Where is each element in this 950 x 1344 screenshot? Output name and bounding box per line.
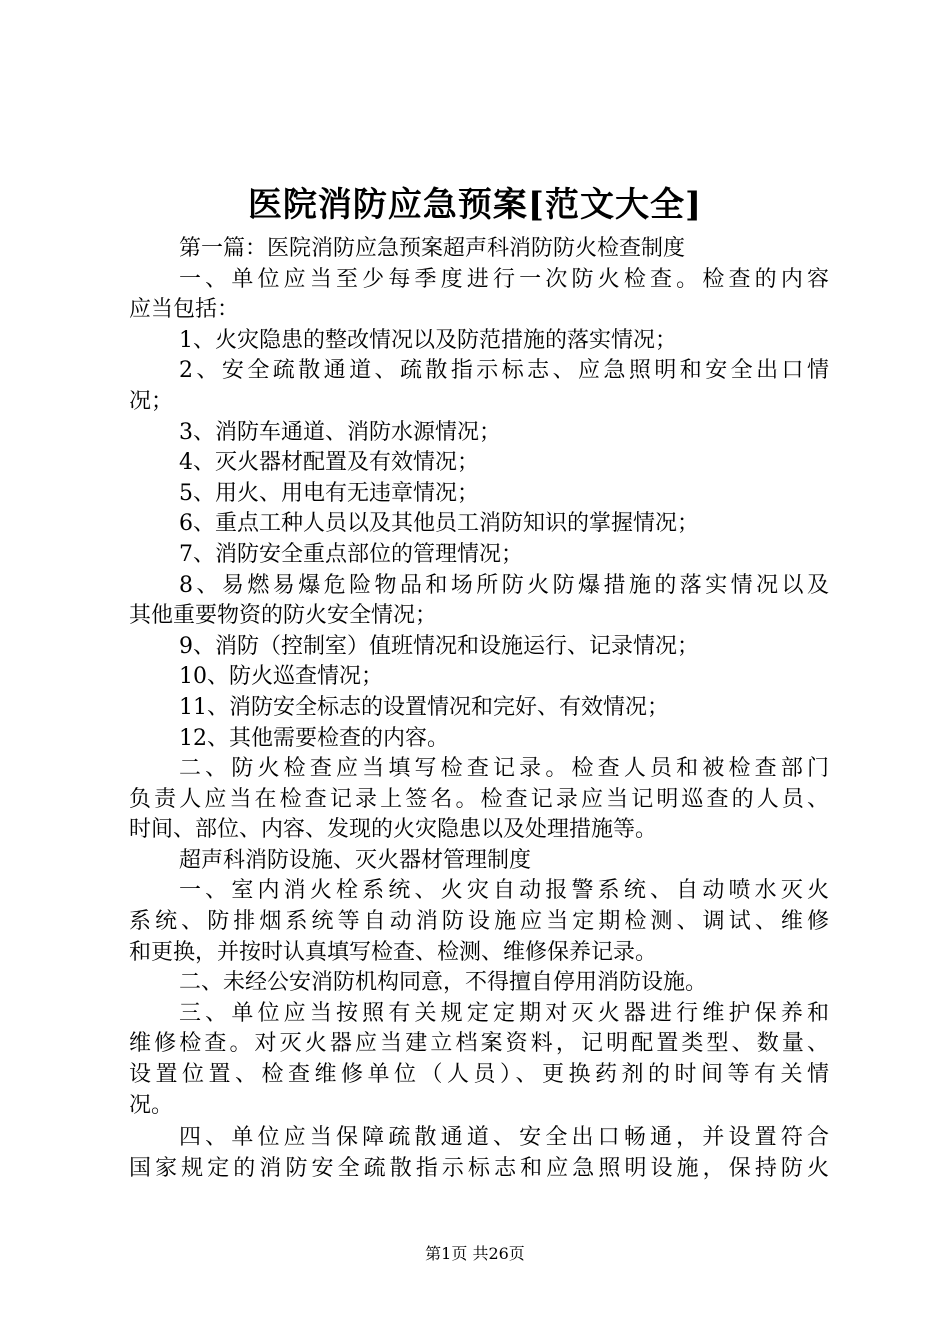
list-item-continuation: 况； <box>129 388 174 414</box>
list-item: 5、用火、用电有无违章情况； <box>179 480 479 506</box>
paragraph-line: 系统、防排烟系统等自动消防设施应当定期检测、调试、维修 <box>129 909 829 935</box>
list-item: 7、消防安全重点部位的管理情况； <box>179 541 523 567</box>
list-item: 9、消防（控制室）值班情况和设施运行、记录情况； <box>179 633 699 659</box>
list-item: 8、易燃易爆危险物品和场所防火防爆措施的落实情况以及 <box>179 572 829 598</box>
list-item: 1、火灾隐患的整改情况以及防范措施的落实情况； <box>179 327 677 353</box>
list-item: 6、重点工种人员以及其他员工消防知识的掌握情况； <box>179 511 699 537</box>
document-body <box>129 234 829 1184</box>
section-heading: 超声科消防设施、灭火器材管理制度 <box>179 847 532 873</box>
paragraph-line: 设置位置、检查维修单位（人员）、更换药剂的时间等有关情 <box>129 1062 829 1088</box>
paragraph-line: 四、单位应当保障疏散通道、安全出口畅通，并设置符合 <box>179 1125 829 1151</box>
paragraph-line: 况。 <box>129 1092 174 1118</box>
list-item: 11、消防安全标志的设置情况和完好、有效情况； <box>179 694 669 720</box>
list-item: 3、消防车通道、消防水源情况； <box>179 419 501 445</box>
paragraph-line: 二、未经公安消防机构同意，不得擅自停用消防设施。 <box>179 970 708 996</box>
paragraph-line: 和更换，并按时认真填写检查、检测、维修保养记录。 <box>129 939 658 965</box>
list-item-continuation: 其他重要物资的防火安全情况； <box>129 603 438 629</box>
paragraph-line: 时间、部位、内容、发现的火灾隐患以及处理措施等。 <box>129 817 658 843</box>
paragraph-line: 二、防火检查应当填写检查记录。检查人员和被检查部门 <box>179 756 829 782</box>
paragraph-line: 三、单位应当按照有关规定定期对灭火器进行维护保养和 <box>179 1000 829 1026</box>
document-title: 医院消防应急预案[范文大全] <box>247 185 703 225</box>
section-heading: 第一篇：医院消防应急预案超声科消防防火检查制度 <box>179 236 686 261</box>
list-item: 4、灭火器材配置及有效情况； <box>179 450 479 476</box>
list-item: 2、安全疏散通道、疏散指示标志、应急照明和安全出口情 <box>179 358 829 384</box>
paragraph-line: 一、单位应当至少每季度进行一次防火检查。检查的内容 <box>179 266 829 292</box>
paragraph-line: 负责人应当在检查记录上签名。检查记录应当记明巡查的人员、 <box>129 786 829 812</box>
paragraph-line: 一、室内消火栓系统、火灾自动报警系统、自动喷水灭火 <box>179 878 829 904</box>
list-item: 12、其他需要检查的内容。 <box>179 725 449 751</box>
paragraph-line: 国家规定的消防安全疏散指示标志和应急照明设施，保持防火 <box>129 1155 829 1181</box>
paragraph-line: 应当包括： <box>129 297 240 323</box>
paragraph-line: 维修检查。对灭火器应当建立档案资料，记明配置类型、数量、 <box>129 1031 829 1057</box>
page-number: 第1页 共26页 <box>425 1244 525 1263</box>
list-item: 10、防火巡查情况； <box>179 664 383 690</box>
